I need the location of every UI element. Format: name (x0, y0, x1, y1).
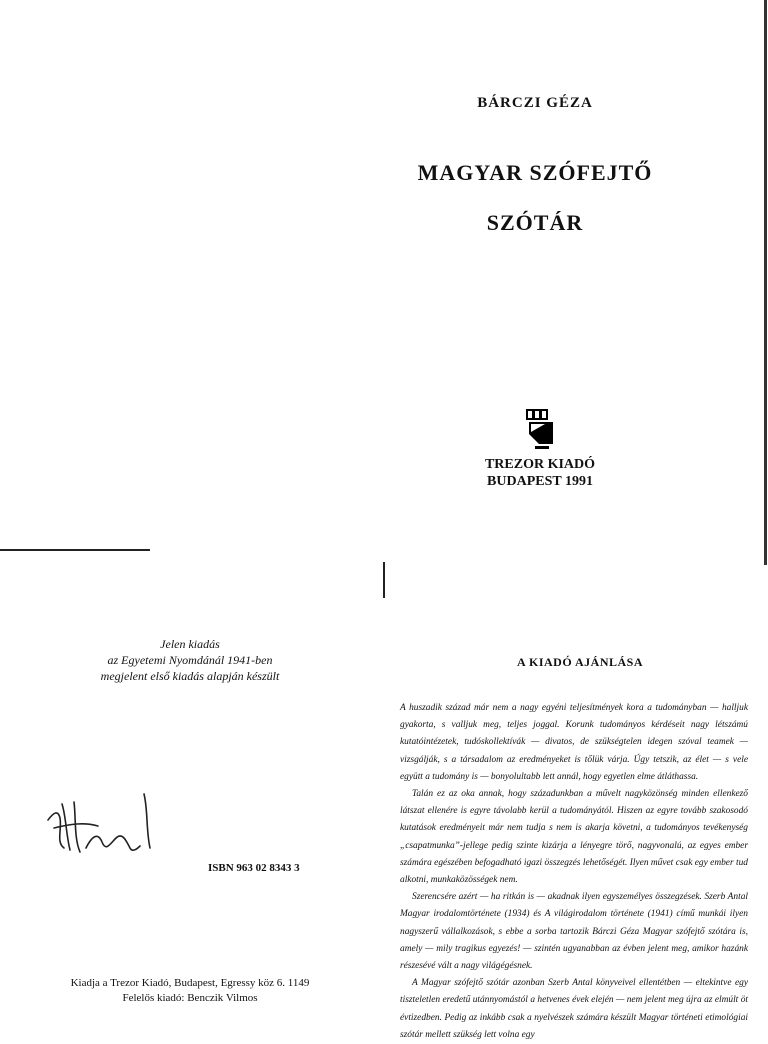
author-name: BÁRCZI GÉZA (477, 95, 593, 111)
book-title-line2: SZÓTÁR (486, 210, 584, 235)
scan-edge-rule (0, 549, 150, 551)
publisher-name: TREZOR KIADÓ (484, 457, 596, 472)
handwritten-signature (40, 790, 170, 870)
foreword-paragraph: A huszadik század már nem a nagy egyéni teljesítmények kora a tudományban — halljuk gyakorta, s valljuk meg, teljes joggal. Korunk tudományos kérdéseit nagy létszámú kutatóintézetek, tudóskollektívák — divatos, de szükségtelen idegen szóval teamek — vizsgálják, s a társadalom az eredményeket is tőlük várja. Úgy tetszik, az élet — s vele együtt a tudomány is — bonyolultabb lett annál, hogy egyetlen elme átláthassa. (400, 703, 748, 782)
publisher-city-year: BUDAPEST 1991 (487, 474, 593, 489)
imprint-line: Felelős kiadó: Benczik Vilmos (122, 992, 258, 1004)
edition-line: az Egyetemi Nyomdánál 1941-ben (107, 653, 273, 667)
isbn-number: ISBN 963 02 8343 3 (208, 862, 300, 874)
edition-line: Jelen kiadás (160, 637, 220, 651)
foreword-paragraph: Talán ez az oka annak, hogy századunkban a művelt nagyközönség minden ellenkező látszat ellenére is egyre távolabb kerül a tudományától. Hiszen az egyre tovább szakosodó kutatások eredményeit már nem tudja s nem is akarja követni, a tudományos tevékenység „csapatmunka”-jellege pedig szinte kizárja a lényegre törő, nagyvonalú, az egyes ember számára egészében befogadható igazi összegzés lehetőségét. Ilyen művet csak egy ember tud alkotni, munkaközösségek nem. (400, 789, 748, 886)
edition-line: megjelent első kiadás alapján készült (100, 669, 280, 683)
foreword-paragraph: A Magyar szófejtő szótár azonban Szerb Antal könyveivel ellentétben — eltekintve egy tiszteletlen eredetű utánnyomástól a hetvenes évek elején — nem jelent meg újra az elmúlt öt évtizedben. Pedig az inkább csak a nyelvészek számára készült Magyar történeti etimológiai szótár mellett szükség lett volna egy (400, 978, 748, 1040)
scan-right-edge (764, 0, 767, 565)
imprint-block (40, 976, 340, 1006)
trezor-kiado-logo-icon (525, 408, 555, 450)
foreword-paragraph: Szerencsére azért — ha ritkán is — akadnak ilyen egyszemélyes összegzések. Szerb Antal Magyar irodalomtörténete (1934) és A világirodalom története (1941) című munkái ilyen nagyszerű vállalkozások, s ebbe a sorba tartozik Bárczi Géza Magyar szófejtő szótára is, amely — mily tragikus egyezés! — szintén ugyanabban az évben jelent meg, amikor hazánk részesévé vált a nagy világégésnek. (400, 892, 748, 972)
publisher-block (0, 456, 768, 490)
book-title-line1: MAGYAR SZÓFEJTŐ (417, 160, 653, 185)
foreword-heading: A KIADÓ AJÁNLÁSA (516, 655, 644, 669)
imprint-line: Kiadja a Trezor Kiadó, Budapest, Egressy köz 6. 1149 (70, 977, 310, 989)
edition-note (40, 636, 340, 684)
foreword-body (400, 700, 748, 1044)
page-divider (383, 562, 385, 598)
